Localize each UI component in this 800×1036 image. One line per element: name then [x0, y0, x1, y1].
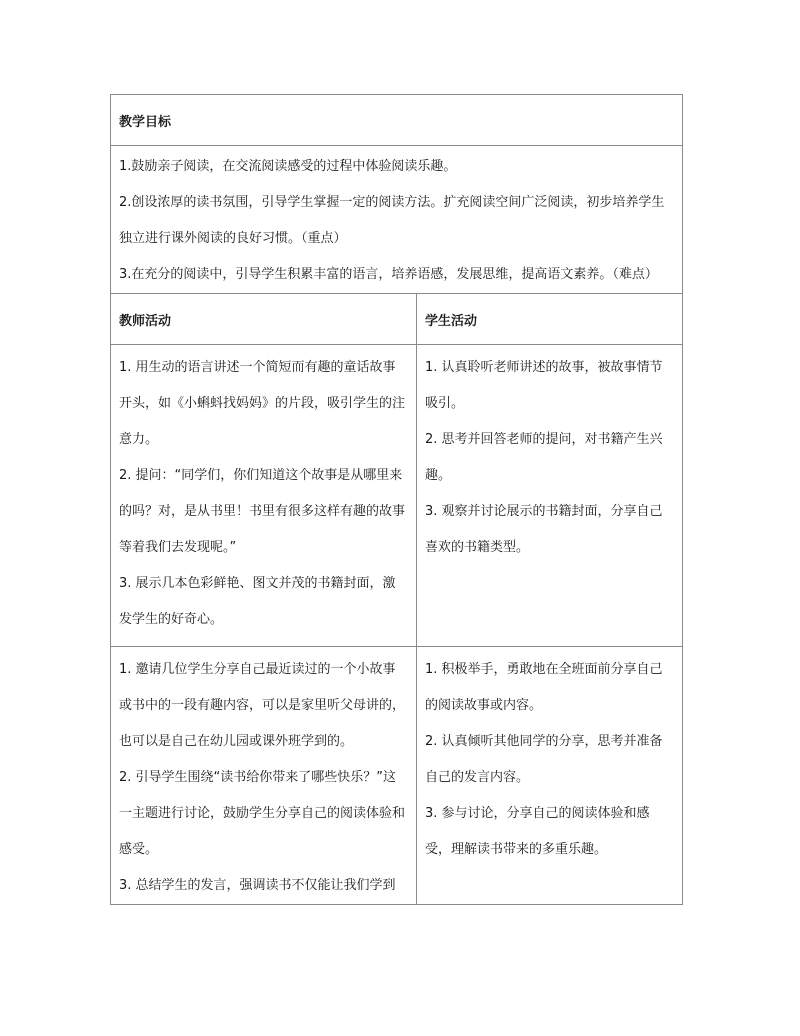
- student-activity-item: 2. 认真倾听其他同学的分享，思考并准备自己的发言内容。: [425, 734, 663, 785]
- teacher-activity-item: 1. 邀请几位学生分享自己最近读过的一个小故事或书中的一段有趣内容，可以是家里听父母讲的，也可以是自己在幼儿园或课外班学到的。: [119, 662, 406, 749]
- teacher-activity-item: 3. 展示几本色彩鲜艳、图文并茂的书籍封面，激发学生的好奇心。: [119, 576, 396, 627]
- teacher-activity-cell: [111, 647, 417, 905]
- student-activity-item: 3. 参与讨论，分享自己的阅读体验和感受，理解读书带来的多重乐趣。: [425, 806, 650, 857]
- activity-row: [111, 345, 683, 647]
- student-activity-item: 1. 认真聆听老师讲述的故事，被故事情节吸引。: [425, 360, 663, 411]
- objective-item: 2.创设浓厚的读书氛围，引导学生掌握一定的阅读方法。扩充阅读空间广泛阅读，初步培养学生独立进行课外阅读的良好习惯。（重点）: [119, 195, 665, 246]
- student-activity-item: 1. 积极举手，勇敢地在全班面前分享自己的阅读故事或内容。: [425, 662, 663, 713]
- student-activity-heading: 学生活动: [417, 294, 683, 345]
- objectives-row: [111, 146, 683, 294]
- objectives-cell: [111, 146, 683, 294]
- student-activity-cell: [417, 345, 683, 647]
- student-activity-item: 3. 观察并讨论展示的书籍封面，分享自己喜欢的书籍类型。: [425, 504, 663, 555]
- objective-item: 3.在充分的阅读中，引导学生积累丰富的语言，培养语感，发展思维，提高语文素养。（难点）: [119, 267, 658, 282]
- teacher-activity-item: 2. 提问：“同学们，你们知道这个故事是从哪里来的吗？对，是从书里！书里有很多这样有趣的故事等着我们去发现呢。”: [119, 468, 406, 555]
- activity-row: [111, 647, 683, 905]
- teacher-activity-item: 2. 引导学生围绕“读书给你带来了哪些快乐？”这一主题进行讨论，鼓励学生分享自己的阅读体验和感受。: [119, 770, 406, 857]
- objectives-heading-row: [111, 95, 683, 146]
- teacher-activity-item: 1. 用生动的语言讲述一个简短而有趣的童话故事开头，如《小蝌蚪找妈妈》的片段，吸引学生的注意力。: [119, 360, 406, 447]
- activities-heading-row: [111, 294, 683, 345]
- teacher-activity-item: 3. 总结学生的发言，强调读书不仅能让我们学到: [119, 878, 396, 893]
- student-activity-item: 2. 思考并回答老师的提问，对书籍产生兴趣。: [425, 432, 663, 483]
- teacher-activity-cell: [111, 345, 417, 647]
- teacher-activity-heading: 教师活动: [111, 294, 417, 345]
- lesson-plan-table: [110, 94, 683, 905]
- student-activity-cell: [417, 647, 683, 905]
- objectives-heading: 教学目标: [111, 95, 683, 146]
- objective-item: 1.鼓励亲子阅读，在交流阅读感受的过程中体验阅读乐趣。: [119, 159, 457, 174]
